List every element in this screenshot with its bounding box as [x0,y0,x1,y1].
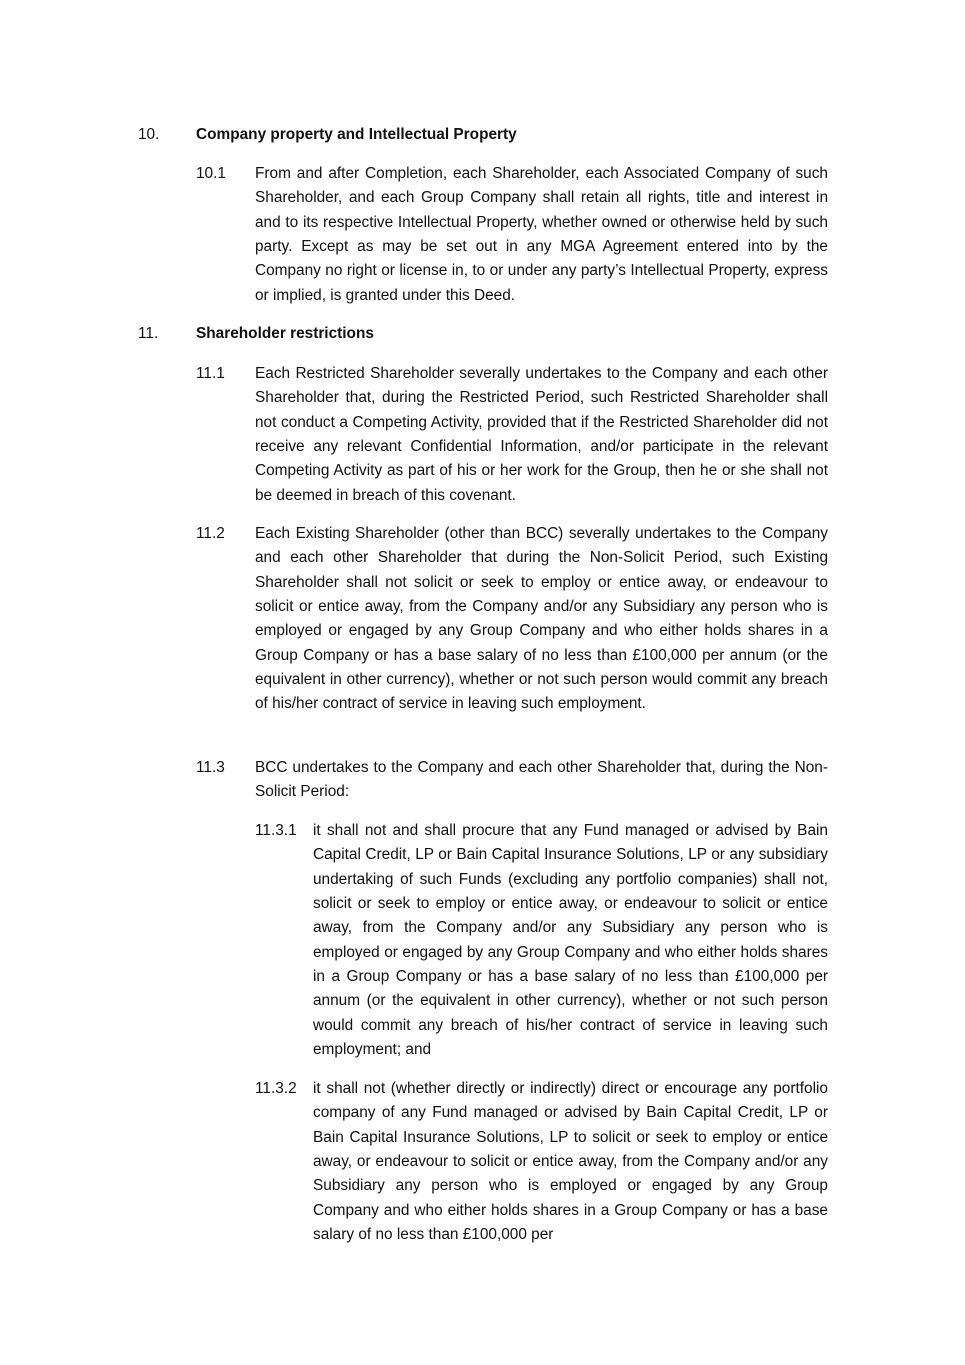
clause-11-2 [196,522,828,717]
clause-number: 11.1 [196,365,225,382]
clause-text: Each Existing Shareholder (other than BCC) severally undertakes to the Company and each other Shareholder that during the Non-Solicit Period, such Existing Shareholder shall not solicit or seek to employ or entice away, or endeavour to solicit or entice away, from the Company and/or any Subsidiary any person who is employed or engaged by any Group Company and who either holds shares in a Group Company or has a base salary of no less than £100,000 per annum (or the equivalent in other currency), whether or not such person would commit any breach of his/her contract of service in leaving such employment. [255,525,828,713]
clause-number: 11.3 [196,759,225,776]
clause-text: Each Restricted Shareholder severally undertakes to the Company and each other Shareholder that, during the Restricted Period, such Restricted Shareholder shall not conduct a Competing Activity, provided that if the Restricted Shareholder did not receive any relevant Confidential Information, and/or participate in the relevant Competing Activity as part of his or her work for the Group, then he or she shall not be deemed in breach of this covenant. [255,365,828,504]
clause-10-1 [196,162,828,308]
section-title: Company property and Intellectual Property [196,126,517,143]
section-number: 11. [138,325,159,342]
section-heading-11 [138,322,828,348]
section-title: Shareholder restrictions [196,325,374,342]
clause-11-3 [196,756,828,805]
clause-number: 11.3.1 [255,822,297,839]
clause-text: it shall not and shall procure that any Fund managed or advised by Bain Capital Credit, LP or Bain Capital Insurance Solutions, LP or any subsidiary undertaking of such Funds (excluding any portfolio companies) shall not, solicit or seek to employ or entice away, or endeavour to solicit or entice away, from the Company and/or any Subsidiary any person who is employed or engaged by any Group Company and who either holds shares in a Group Company or has a base salary of no less than £100,000 per annum (or the equivalent in other currency), whether or not such person would commit any breach of his/her contract of service in leaving such employment; and [313,822,828,1059]
clause-11-3-1 [255,819,828,1062]
clause-11-1 [196,362,828,508]
section-heading-10 [138,123,828,149]
clause-number: 10.1 [196,165,226,182]
clause-text: it shall not (whether directly or indirectly) direct or encourage any portfolio company of any Fund managed or advised by Bain Capital Credit, LP or Bain Capital Insurance Solutions, LP to solicit or seek to employ or entice away, or endeavour to solicit or entice away, from the Company and/or any Subsidiary any person who is employed or engaged by any Group Company and who either holds shares in a Group Company or has a base salary of no less than £100,000 per [313,1080,828,1244]
clause-text: From and after Completion, each Shareholder, each Associated Company of such Shareholder, and each Group Company shall retain all rights, title and interest in and to its respective Intellectual Property, whether owned or otherwise held by such party. Except as may be set out in any MGA Agreement entered into by the Company no right or license in, to or under any party’s Intellectual Property, express or implied, is granted under this Deed. [255,165,828,304]
clause-number: 11.3.2 [255,1080,297,1097]
clause-11-3-2 [255,1077,828,1247]
clause-number: 11.2 [196,525,225,542]
section-number: 10. [138,126,160,143]
clause-text: BCC undertakes to the Company and each other Shareholder that, during the Non-Solicit Period: [255,759,828,801]
